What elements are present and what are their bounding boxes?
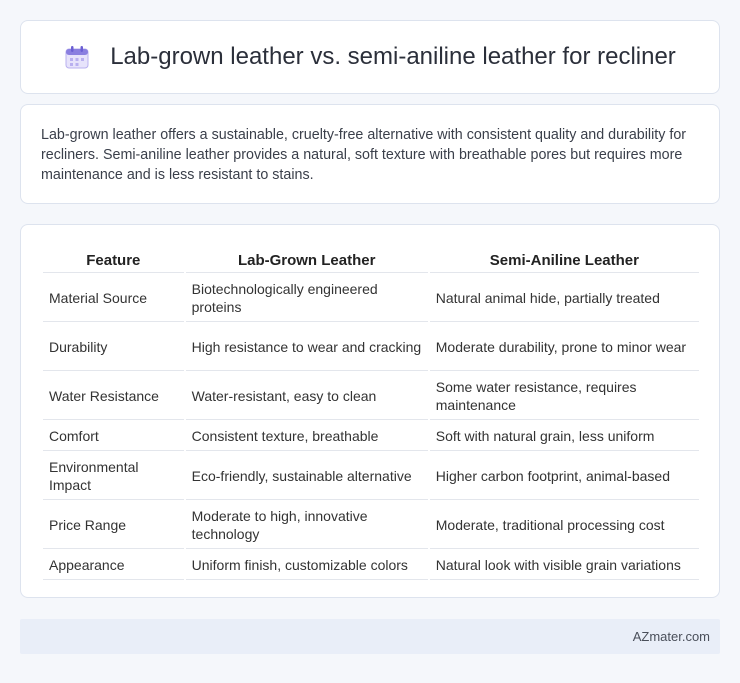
- lab-grown-cell: Consistent texture, breathable: [186, 422, 428, 451]
- comparison-card: [20, 224, 720, 598]
- feature-cell: Price Range: [43, 502, 184, 549]
- footer-brand[interactable]: AZmater.com: [632, 629, 710, 644]
- header-semi-aniline: Semi-Aniline Leather: [430, 245, 699, 273]
- semi-aniline-cell: Higher carbon footprint, animal-based: [430, 453, 699, 500]
- feature-cell: Durability: [43, 324, 184, 371]
- title-card: [20, 20, 720, 94]
- comparison-table: [41, 243, 701, 582]
- header-feature: Feature: [43, 245, 184, 273]
- lab-grown-cell: Moderate to high, innovative technology: [186, 502, 428, 549]
- lab-grown-cell: Uniform finish, customizable colors: [186, 551, 428, 580]
- table-row: [43, 324, 699, 371]
- table-row: [43, 373, 699, 420]
- summary-card: [20, 104, 720, 204]
- feature-cell: Comfort: [43, 422, 184, 451]
- feature-cell: Environmental Impact: [43, 453, 184, 500]
- calendar-icon: [64, 44, 90, 70]
- semi-aniline-cell: Soft with natural grain, less uniform: [430, 422, 699, 451]
- semi-aniline-cell: Some water resistance, requires maintenance: [430, 373, 699, 420]
- semi-aniline-cell: Moderate durability, prone to minor wear: [430, 324, 699, 371]
- header-lab-grown: Lab-Grown Leather: [186, 245, 428, 273]
- table-row: [43, 422, 699, 451]
- table-header-row: [43, 245, 699, 273]
- table-row: [43, 453, 699, 500]
- footer-bar: [20, 619, 720, 654]
- lab-grown-cell: Water-resistant, easy to clean: [186, 373, 428, 420]
- lab-grown-cell: High resistance to wear and cracking: [186, 324, 428, 371]
- page-title: Lab-grown leather vs. semi-aniline leather for recliner: [110, 43, 676, 70]
- table-row: [43, 275, 699, 322]
- semi-aniline-cell: Natural animal hide, partially treated: [430, 275, 699, 322]
- semi-aniline-cell: Moderate, traditional processing cost: [430, 502, 699, 549]
- semi-aniline-cell: Natural look with visible grain variations: [430, 551, 699, 580]
- summary-text: Lab-grown leather offers a sustainable, cruelty-free alternative with consistent quality and durability for recliners. Semi-aniline leather provides a natural, soft texture with breathable pores but requires more maintenance and is less resistant to stains.: [41, 127, 687, 183]
- table-row: [43, 551, 699, 580]
- lab-grown-cell: Biotechnologically engineered proteins: [186, 275, 428, 322]
- table-row: [43, 502, 699, 549]
- feature-cell: Appearance: [43, 551, 184, 580]
- feature-cell: Water Resistance: [43, 373, 184, 420]
- lab-grown-cell: Eco-friendly, sustainable alternative: [186, 453, 428, 500]
- title-row: [64, 43, 676, 71]
- feature-cell: Material Source: [43, 275, 184, 322]
